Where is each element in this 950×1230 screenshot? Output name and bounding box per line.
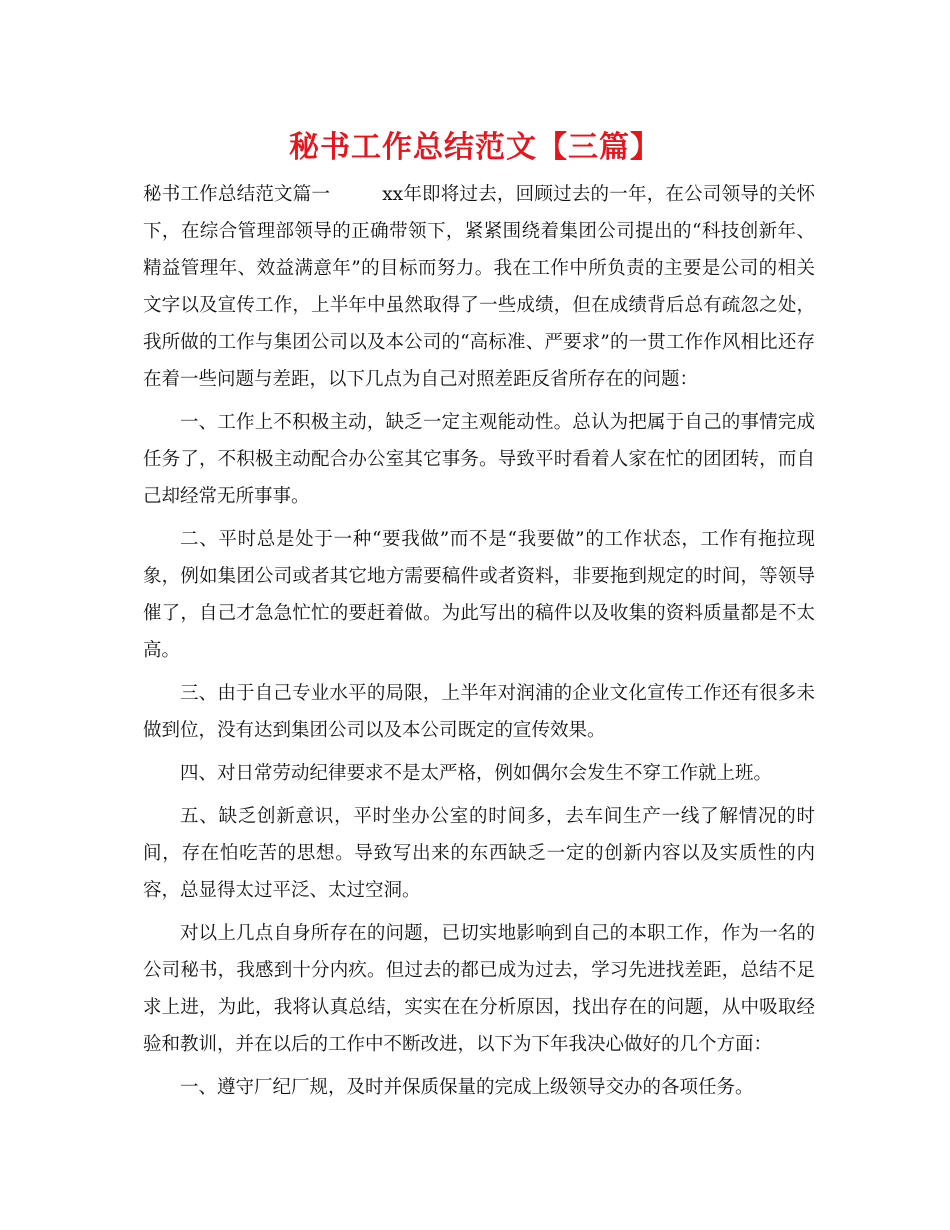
intro-label: 秘书工作总结范文篇一 <box>143 184 331 205</box>
paragraph: 五、缺乏创新意识，平时坐办公室的时间多，去车间生产一线了解情况的时间，存在怕吃苦的思想。导致写出来的东西缺乏一定的创新内容以及实质性的内容，总显得太过平泛、太过空洞。 <box>143 806 815 901</box>
paragraph: 对以上几点自身所存在的问题，已切实地影响到自己的本职工作，作为一名的公司秘书，我感到十分内疚。但过去的都已成为过去，学习先进找差距，总结不足求上进，为此，我将认真总结，实实在在分析原因，找出存在的问题，从中吸取经验和教训，并在以后的工作中不断改进，以下为下年我决心做好的几个方面： <box>143 923 815 1055</box>
paragraph: 四、对日常劳动纪律要求不是太严格，例如偶尔会发生不穿工作就上班。 <box>180 763 773 784</box>
paragraph: 一、遵守厂纪厂规，及时并保质保量的完成上级领导交办的各项任务。 <box>180 1077 754 1098</box>
intro-paragraph <box>143 176 815 398</box>
document-title: 秘书工作总结范文【三篇】 <box>289 130 661 165</box>
paragraph: 三、由于自己专业水平的局限，上半年对润浦的企业文化宣传工作还有很多未做到位，没有达到集团公司以及本公司既定的宣传效果。 <box>143 683 815 741</box>
paragraph-text: xx年即将过去，回顾过去的一年，在公司领导的关怀下，在综合管理部领导的正确带领下，紧紧围绕着集团公司提出的“科技创新年、精益管理年、效益满意年”的目标而努力。我在工作中所负责的主要是公司的相关文字以及宣传工作，上半年中虽然取得了一些成绩，但在成绩背后总有疏忽之处，我所做的工作与集团公司以及本公司的“高标准、严要求”的一贯工作作风相比还存在着一些问题与差距，以下几点为自己对照差距反省所存在的问题： <box>143 184 815 390</box>
paragraph: 一、工作上不积极主动，缺乏一定主观能动性。总认为把属于自己的事情完成任务了，不积极主动配合办公室其它事务。导致平时看着人家在忙的团团转，而自己却经常无所事事。 <box>143 412 815 507</box>
paragraph: 二、平时总是处于一种“要我做”而不是“我要做”的工作状态，工作有拖拉现象，例如集团公司或者其它地方需要稿件或者资料，非要拖到规定的时间，等领导催了，自己才急急忙忙的要赶着做。为此写出的稿件以及收集的资料质量都是不太高。 <box>143 529 815 661</box>
document-body <box>143 176 815 1112</box>
